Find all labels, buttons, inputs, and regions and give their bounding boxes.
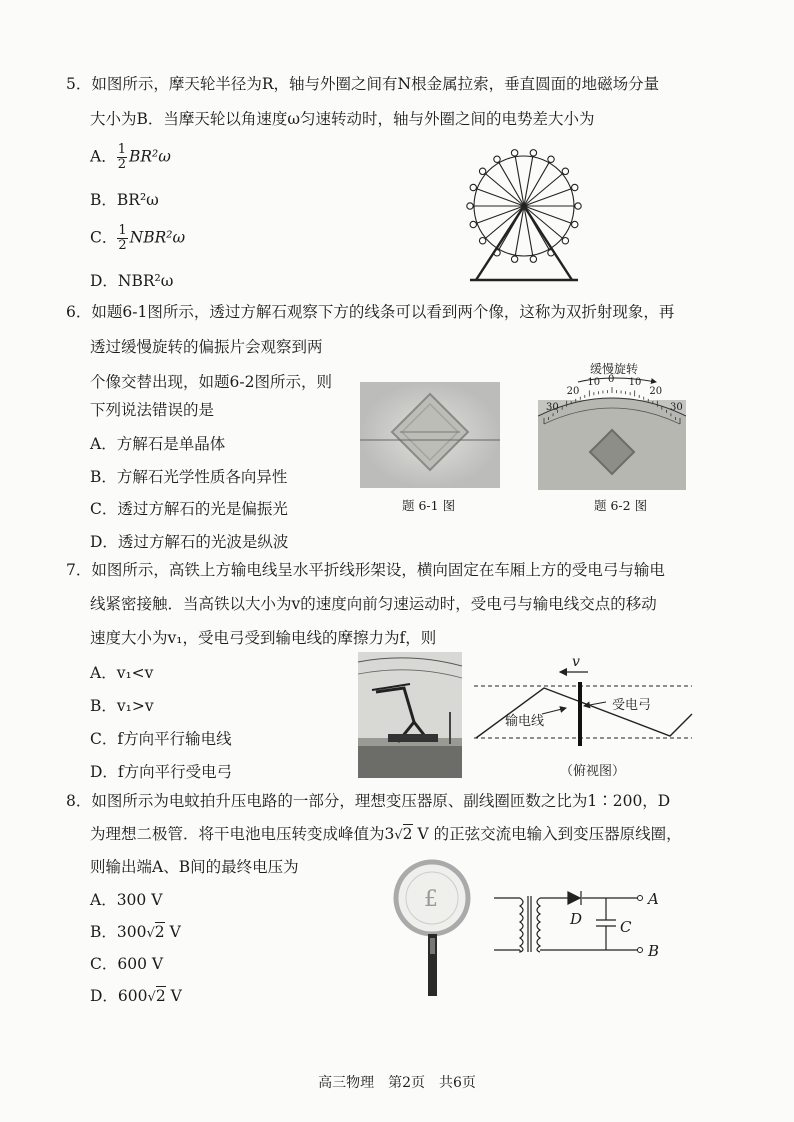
q8-option-b[interactable]: B．300√2 V xyxy=(90,923,181,941)
sqrt-sign: √ xyxy=(394,828,403,843)
q6-stem-line3: 个像交替出现，如题6-2图所示，则 xyxy=(90,373,332,391)
mosquito-racket-photo xyxy=(388,858,476,1000)
label-terminal-a: A xyxy=(648,890,659,908)
wheel-cabin xyxy=(479,238,485,244)
q5-stem-line2: 大小为B．当摩天轮以角速度ω匀速转动时，轴与外圈之间的电势差大小为 xyxy=(90,110,595,128)
scale-label: 0 xyxy=(608,374,615,385)
wheel-cabin xyxy=(467,203,473,209)
wheel-cabin xyxy=(494,156,500,162)
q5-option-c[interactable]: C． $\frac{1}{2}$ NBR²ω xyxy=(90,223,186,253)
label-power-wire: 输电线 xyxy=(505,714,545,729)
q8-stem-line1: 8．如图所示为电蚊拍升压电路的一部分，理想变压器原、副线圈匝数之比为1∶200，D xyxy=(66,792,671,810)
q5-option-c-fraction: $\frac{1}{2}$ xyxy=(118,223,127,253)
calcite-photo-6-1 xyxy=(360,382,500,488)
wheel-spoke xyxy=(486,174,524,206)
q5-option-b[interactable]: B．BR²ω xyxy=(90,191,159,209)
q7-stem-line2: 线紧密接触．当高铁以大小为v的速度向前匀速运动时，受电弓与输电线交点的移动 xyxy=(90,595,657,613)
q5-option-a-fraction: $\frac{1}{2}$ xyxy=(117,142,126,172)
top-view-diagram xyxy=(470,654,696,754)
wheel-cabin xyxy=(562,168,568,174)
q6-option-b[interactable]: B．方解石光学性质各向异性 xyxy=(90,468,288,486)
wheel-spoke xyxy=(524,174,562,206)
q8-option-c[interactable]: C．600 V xyxy=(90,955,164,973)
q8-option-d[interactable]: D．600√2 V xyxy=(90,987,182,1005)
ferris-wheel-figure xyxy=(462,130,592,286)
label-diode-d: D xyxy=(570,910,583,928)
wheel-spoke xyxy=(524,206,562,238)
q7-stem-line3: 速度大小为v₁，受电弓受到输电线的摩擦力为f，则 xyxy=(90,629,437,647)
wheel-cabin xyxy=(572,184,578,190)
label-terminal-b: B xyxy=(648,942,660,960)
scale-label: 10 xyxy=(628,377,642,389)
q6-option-d[interactable]: D．透过方解石的光波是纵波 xyxy=(90,533,289,551)
q8-stem-line2: 为理想二极管．将干电池电压转变成峰值为3√2 V 的正弦交流电输入到变压器原线圈， xyxy=(90,825,682,843)
q6-option-a[interactable]: A．方解石是单晶体 xyxy=(90,435,226,453)
q7-option-b[interactable]: B．v₁>v xyxy=(90,697,154,715)
q6-stem-line4: 下列说法错误的是 xyxy=(90,401,215,419)
wheel-cabin xyxy=(548,156,554,162)
wheel-cabin xyxy=(479,168,485,174)
top-view-caption: （俯视图） xyxy=(560,764,626,779)
wheel-cabin xyxy=(511,256,517,262)
q7-stem-line1: 7．如图所示，高铁上方输电线呈水平折线形架设，横向固定在车厢上方的受电弓与输电 xyxy=(66,561,665,579)
q6-stem-line2: 透过缓慢旋转的偏振片会观察到两 xyxy=(90,338,323,356)
wheel-cabin xyxy=(470,184,476,190)
wheel-spoke xyxy=(524,189,571,206)
wheel-spoke xyxy=(524,206,571,223)
train-pantograph-photo xyxy=(358,652,462,778)
q5-option-a[interactable]: A． $\frac{1}{2}$ BR²ω xyxy=(90,142,171,172)
wheel-cabin xyxy=(530,150,536,156)
q5-stem-line1: 5．如图所示，摩天轮半径为R，轴与外圈之间有N根金属拉索，垂直圆面的地磁场分量 xyxy=(66,75,660,93)
q8-stem-line3: 则输出端A、B间的最终电压为 xyxy=(90,858,299,876)
q8-option-a[interactable]: A．300 V xyxy=(90,891,163,909)
q5-option-d[interactable]: D．NBR²ω xyxy=(90,272,174,290)
scale-label: 30 xyxy=(670,402,683,413)
rotate-label: 缓慢旋转 xyxy=(590,362,639,376)
scale-label: 10 xyxy=(587,377,601,389)
wheel-cabin xyxy=(575,203,581,209)
wheel-cabin xyxy=(572,221,578,227)
wheel-cabin xyxy=(562,238,568,244)
q7-option-c[interactable]: C．f方向平行输电线 xyxy=(90,730,232,748)
svg-text:£: £ xyxy=(424,887,438,912)
wheel-cabin xyxy=(530,256,536,262)
wheel-spoke xyxy=(477,206,524,223)
wheel-cabin xyxy=(511,150,517,156)
scale-label: 20 xyxy=(649,386,663,398)
fig-6-1-caption: 题 6-1 图 xyxy=(402,498,456,513)
q6-option-c[interactable]: C．透过方解石的光是偏振光 xyxy=(90,500,288,518)
scale-label: 30 xyxy=(546,402,559,413)
fig-6-2-caption: 题 6-2 图 xyxy=(594,498,648,513)
q7-option-d[interactable]: D．f方向平行受电弓 xyxy=(90,763,233,781)
label-pantograph: 受电弓 xyxy=(612,698,652,713)
label-capacitor-c: C xyxy=(620,918,632,936)
wheel-spoke xyxy=(486,206,524,238)
wheel-spoke xyxy=(477,189,524,206)
page-footer: 高三物理 第2页 共6页 xyxy=(318,1075,476,1091)
wheel-cabin xyxy=(470,221,476,227)
label-v: v xyxy=(572,654,580,670)
q7-option-a[interactable]: A．v₁<v xyxy=(90,664,154,682)
q6-stem-line1: 6．如题6-1图所示，透过方解石观察下方的线条可以看到两个像，这称为双折射现象，再 xyxy=(66,303,675,321)
scale-label: 20 xyxy=(566,386,580,398)
